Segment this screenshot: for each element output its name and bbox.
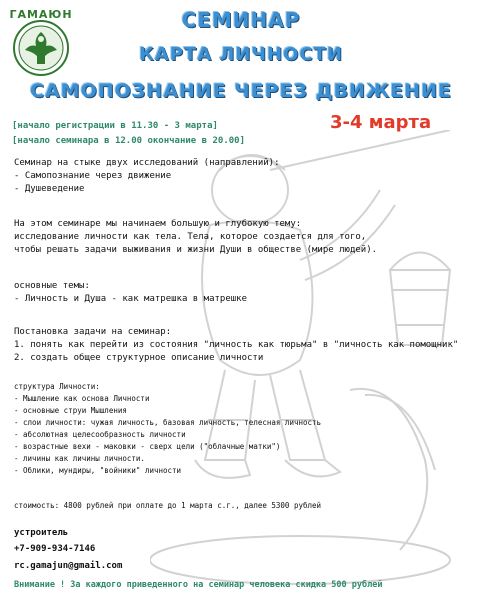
themes-line: - Личность и Душа - как матрешка в матрешке: [14, 294, 247, 304]
structure-line: - абсолютная целесообразность личности: [14, 430, 186, 439]
task-line: 1. понять как перейти из состояния "личность как тюрьма" в "личность как помощник": [14, 340, 459, 350]
intro-line: - Душеведение: [14, 184, 85, 194]
structure-line: структура Личности:: [14, 382, 100, 391]
topic-line: чтобы решать задачи выживания и жизни Души в обществе (мире людей).: [14, 245, 378, 255]
intro-line: - Самопознание через движение: [14, 171, 172, 181]
seminar-time: [начало семинара в 12.00 окончание в 20.00]: [12, 136, 245, 146]
structure-line: - Облики, мундиры, "войники" личности: [14, 466, 182, 475]
topic-line: исследование личности как тела. Тела, которое создается для того,: [14, 232, 367, 242]
structure-line: - слои личности: чужая личность, базовая личность, телесная личность: [14, 418, 322, 427]
discount-note: Внимание ! За каждого приведенного на семинар человека скидка 500 рублей: [14, 580, 383, 590]
event-dates: 3-4 марта: [330, 112, 432, 133]
task-line: Постановка задачи на семинар:: [14, 327, 172, 337]
organizer-phone[interactable]: +7-909-934-7146: [14, 544, 96, 554]
heading-title: КАРТА ЛИЧНОСТИ: [139, 44, 343, 65]
background-illustration: [150, 130, 482, 604]
structure-line: - возрастные вехи - маковки - сверх цели ("облачные матки"): [14, 442, 281, 451]
structure-line: - личины как личины личности.: [14, 454, 145, 463]
intro-line: Семинар на стыке двух исследований (направлений):: [14, 158, 280, 168]
organizer-label: устроитель: [14, 528, 69, 538]
registration-time: [начало регистрации в 11.30 - 3 марта]: [12, 121, 218, 131]
structure-line: - Мышление как основа Личности: [14, 394, 150, 403]
heading-seminar: СЕМИНАР: [181, 8, 301, 32]
task-line: 2. создать общее структурное описание личности: [14, 353, 264, 363]
structure-line: - основные струи Мышления: [14, 406, 127, 415]
heading-subtitle: САМОПОЗНАНИЕ ЧЕРЕЗ ДВИЖЕНИЕ: [30, 80, 452, 102]
topic-line: На этом семинаре мы начинаем большую и глубокую тему:: [14, 219, 302, 229]
logo-name: ГАМАЮН: [9, 8, 73, 21]
themes-line: основные темы:: [14, 281, 90, 291]
price-text: стоимость: 4800 рублей при оплате до 1 марта с.г., далее 5300 рублей: [14, 501, 322, 510]
organizer-email[interactable]: rc.gamajun@gmail.com: [14, 561, 123, 571]
